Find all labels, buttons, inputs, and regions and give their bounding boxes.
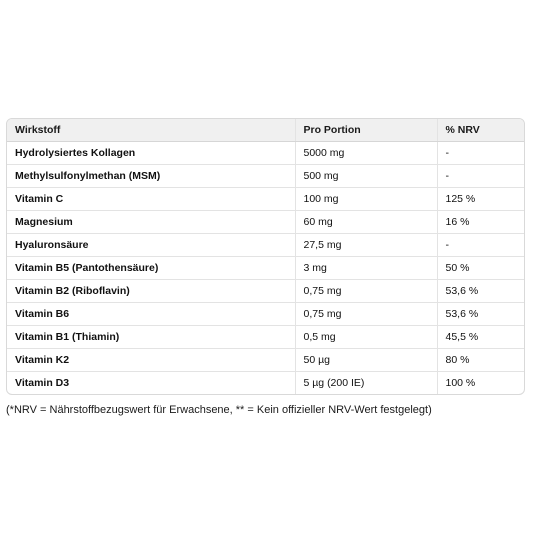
cell-nrv: 100 %: [437, 372, 524, 395]
table-row: [7, 257, 524, 280]
header-nrv: % NRV: [437, 119, 524, 142]
cell-nrv: 125 %: [437, 188, 524, 211]
cell-nrv: 80 %: [437, 349, 524, 372]
cell-amount: 5 µg (200 IE): [295, 372, 437, 395]
cell-ingredient: Methylsulfonylmethan (MSM): [7, 165, 295, 188]
nutrient-table-container: [6, 118, 525, 395]
cell-ingredient: Vitamin B6: [7, 303, 295, 326]
cell-ingredient: Hydrolysiertes Kollagen: [7, 142, 295, 165]
cell-nrv: 50 %: [437, 257, 524, 280]
cell-amount: 50 µg: [295, 349, 437, 372]
cell-ingredient: Vitamin C: [7, 188, 295, 211]
table-row: [7, 349, 524, 372]
header-ingredient: Wirkstoff: [7, 119, 295, 142]
table-row: [7, 372, 524, 395]
cell-ingredient: Vitamin B2 (Riboflavin): [7, 280, 295, 303]
cell-amount: 5000 mg: [295, 142, 437, 165]
nutrient-table: [7, 119, 524, 394]
cell-ingredient: Vitamin B5 (Pantothensäure): [7, 257, 295, 280]
cell-ingredient: Vitamin K2: [7, 349, 295, 372]
table-row: [7, 211, 524, 234]
table-row: [7, 142, 524, 165]
cell-amount: 60 mg: [295, 211, 437, 234]
cell-nrv: -: [437, 165, 524, 188]
cell-amount: 3 mg: [295, 257, 437, 280]
cell-amount: 0,5 mg: [295, 326, 437, 349]
cell-ingredient: Hyaluronsäure: [7, 234, 295, 257]
cell-nrv: 45,5 %: [437, 326, 524, 349]
table-row: [7, 303, 524, 326]
cell-amount: 0,75 mg: [295, 303, 437, 326]
cell-amount: 500 mg: [295, 165, 437, 188]
nrv-footnote: (*NRV = Nährstoffbezugswert für Erwachsene, ** = Kein offizieller NRV-Wert festgelegt): [6, 404, 432, 416]
cell-amount: 100 mg: [295, 188, 437, 211]
cell-ingredient: Vitamin D3: [15, 377, 70, 389]
cell-ingredient: Vitamin B1 (Thiamin): [7, 326, 295, 349]
header-per-portion: Pro Portion: [295, 119, 437, 142]
table-row: [7, 188, 524, 211]
cell-amount: 0,75 mg: [295, 280, 437, 303]
table-row: [7, 326, 524, 349]
cell-nrv: -: [437, 234, 524, 257]
cell-nrv: 53,6 %: [437, 303, 524, 326]
cell-amount: 27,5 mg: [295, 234, 437, 257]
table-row: [7, 234, 524, 257]
table-header-row: [7, 119, 524, 142]
table-row: [7, 280, 524, 303]
cell-nrv: 16 %: [437, 211, 524, 234]
table-row: [7, 165, 524, 188]
cell-nrv: 53,6 %: [437, 280, 524, 303]
cell-nrv: -: [437, 142, 524, 165]
cell-ingredient: Magnesium: [7, 211, 295, 234]
